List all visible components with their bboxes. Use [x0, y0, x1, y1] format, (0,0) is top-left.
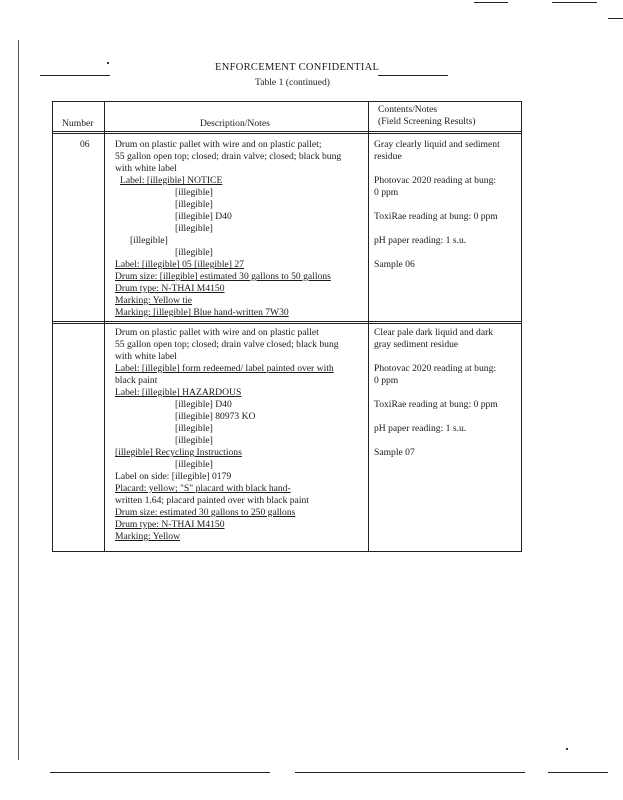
description-line: Label: [illegible] form redeemed/ label painted over with	[115, 363, 334, 374]
description-line: Drum size: estimated 30 gallons to 250 gallons	[115, 507, 296, 518]
contents-line: Photovac 2020 reading at bung:	[374, 175, 497, 186]
page-heading: ENFORCEMENT CONFIDENTIAL	[215, 62, 380, 73]
description-line: Marking: [illegible] Blue hand-written 7W30	[115, 307, 289, 318]
scan-artifact-line	[608, 18, 623, 19]
description-line: [illegible]	[175, 199, 213, 210]
row-separator-2	[52, 323, 522, 324]
contents-line: pH paper reading: 1 s.u.	[374, 423, 467, 434]
description-line: Marking: Yellow tie	[115, 295, 193, 306]
description-line: written 1.64; placard painted over with black paint	[115, 495, 309, 506]
scan-artifact-line	[552, 2, 597, 3]
description-line: [illegible]	[175, 187, 213, 198]
description-line: [illegible]	[130, 235, 168, 246]
description-line: [illegible] Recycling Instructions	[115, 447, 242, 458]
description-line: [illegible] D40	[175, 399, 232, 410]
table-right-border	[521, 101, 522, 551]
table-top-rule	[52, 101, 522, 102]
contents-line: residue	[374, 151, 402, 162]
col-rule-2	[368, 101, 369, 551]
description-line: Drum size: [illegible] estimated 30 gallons to 50 gallons	[115, 271, 331, 282]
description-line: with white label	[115, 163, 177, 174]
table-left-border	[52, 101, 53, 551]
col-header-number: Number	[62, 118, 94, 129]
description-line: [illegible] D40	[175, 211, 232, 222]
description-line: [illegible]	[175, 435, 213, 446]
col-header-description: Description/Notes	[200, 118, 270, 129]
scan-artifact-line	[474, 2, 508, 3]
contents-line: ToxiRae reading at bung: 0 ppm	[374, 211, 498, 222]
scan-artifact-line	[548, 772, 608, 773]
scan-artifact-line	[50, 772, 270, 773]
contents-line: Gray clearly liquid and sediment	[374, 139, 500, 150]
scan-speck	[566, 748, 568, 750]
col-rule-1	[104, 101, 105, 551]
contents-line: ToxiRae reading at bung: 0 ppm	[374, 399, 498, 410]
description-line: Drum type: N-THAI M4150	[115, 519, 225, 530]
table-header-rule-2	[52, 133, 522, 134]
col-header-contents-2: (Field Screening Results)	[378, 116, 476, 127]
description-line: [illegible] 80973 KO	[175, 411, 256, 422]
contents-line: 0 ppm	[374, 375, 399, 386]
description-line: Drum on plastic pallet with wire and on plastic pallet;	[115, 139, 322, 150]
left-margin-line	[18, 40, 19, 760]
table-caption: Table 1 (continued)	[255, 77, 330, 88]
scan-speck	[107, 62, 109, 64]
description-line: Label: [illegible] 05 [illegible] 27	[115, 259, 244, 270]
description-line: Label: [illegible] HAZARDOUS	[115, 387, 242, 398]
row-separator	[52, 321, 522, 322]
description-line: Label: [illegible] NOTICE	[120, 175, 223, 186]
scan-artifact-line	[295, 772, 525, 773]
description-line: Placard: yellow; "S" placard with black hand-	[115, 483, 291, 494]
description-line: with white label	[115, 351, 177, 362]
description-line: black paint	[115, 375, 158, 386]
description-line: Drum on plastic pallet with wire and on plastic pallet	[115, 327, 319, 338]
description-line: [illegible]	[175, 423, 213, 434]
description-line: Marking: Yellow	[115, 531, 181, 542]
row-number: 06	[80, 139, 90, 150]
contents-line: Clear pale dark liquid and dark	[374, 327, 494, 338]
contents-line: Sample 06	[374, 259, 415, 270]
description-line: [illegible]	[175, 223, 213, 234]
description-line: 55 gallon open top; closed; drain valve; closed; black bung	[115, 151, 342, 162]
contents-line: Sample 07	[374, 447, 415, 458]
table-bottom-rule	[52, 551, 522, 552]
contents-line: Photovac 2020 reading at bung:	[374, 363, 497, 374]
heading-rule-right	[378, 75, 448, 76]
col-header-contents-1: Contents/Notes	[378, 104, 438, 115]
description-line: [illegible]	[175, 247, 213, 258]
description-line: Label on side: [illegible] 0179	[115, 471, 232, 482]
description-line: [illegible]	[175, 459, 213, 470]
heading-rule	[40, 75, 110, 76]
description-line: Drum type: N-THAI M4150	[115, 283, 225, 294]
description-line: 55 gallon open top; closed; drain valve closed; black bung	[115, 339, 339, 350]
table-header-rule	[52, 131, 522, 132]
contents-line: gray sediment residue	[374, 339, 459, 350]
contents-line: pH paper reading: 1 s.u.	[374, 235, 467, 246]
contents-line: 0 ppm	[374, 187, 399, 198]
